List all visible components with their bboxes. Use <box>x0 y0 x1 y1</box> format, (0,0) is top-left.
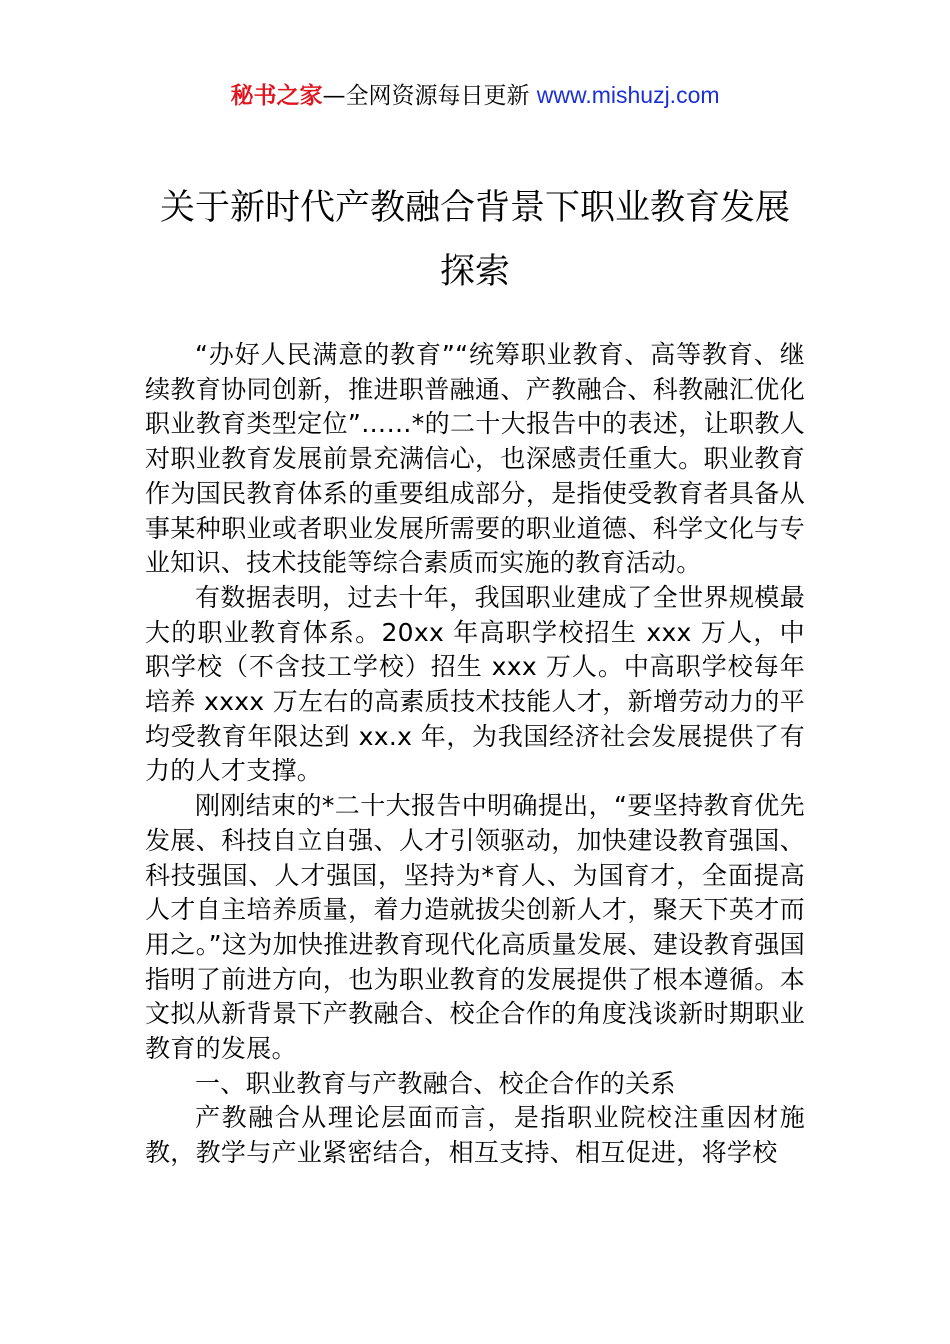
document-title <box>120 176 830 304</box>
document-title-line-1: 关于新时代产教融合背景下职业教育发展 <box>159 188 790 228</box>
site-url[interactable]: www.mishuzj.com <box>536 82 720 108</box>
document-body <box>145 338 805 1171</box>
paragraph-section-1: 产教融合从理论层面而言，是指职业院校注重因材施教，教学与产业紧密结合，相互支持、相互促进，将学校 <box>145 1103 805 1168</box>
paragraph-report: 刚刚结束的*二十大报告中明确提出，“要坚持教育优先发展、科技自立自强、人才引领驱动，加快建设教育强国、科技强国、人才强国，坚持为*育人、为国育才，全面提高人才自主培养质量，着力造就拔尖创新人才，聚天下英才而用之。”这为加快推进教育现代化高质量发展、建设教育强国指明了前进方向，也为职业教育的发展提供了根本遵循。本文拟从新背景下产教融合、校企合作的角度浅谈新时期职业教育的发展。 <box>145 791 805 1064</box>
site-header <box>0 78 950 113</box>
paragraph-intro: “办好人民满意的教育”“统筹职业教育、高等教育、继续教育协同创新，推进职普融通、产教融合、科教融汇优化职业教育类型定位”……*的二十大报告中的表述，让职教人对职业教育发展前景充满信心，也深感责任重大。职业教育作为国民教育体系的重要组成部分，是指使受教育者具备从事某种职业或者职业发展所需要的职业道德、科学文化与专业知识、技术技能等综合素质而实施的教育活动。 <box>145 340 805 578</box>
section-heading-1: 一、职业教育与产教融合、校企合作的关系 <box>195 1068 676 1098</box>
site-brand: 秘书之家 <box>230 83 323 109</box>
paragraph-data: 有数据表明，过去十年，我国职业建成了全世界规模最大的职业教育体系。20xx 年高职学校招生 xxx 万人，中职学校（不含技工学校）招生 xxx 万人。中高职学校每年培养 xxxx 万左右的高素质技术技能人才，新增劳动力的平均受教育年限达到 xx.x 年，为我国经济社会发展提供了有力的人才支撑。 <box>145 582 805 786</box>
site-tagline: —全网资源每日更新 <box>322 83 537 109</box>
document-title-line-2: 探索 <box>439 252 510 292</box>
